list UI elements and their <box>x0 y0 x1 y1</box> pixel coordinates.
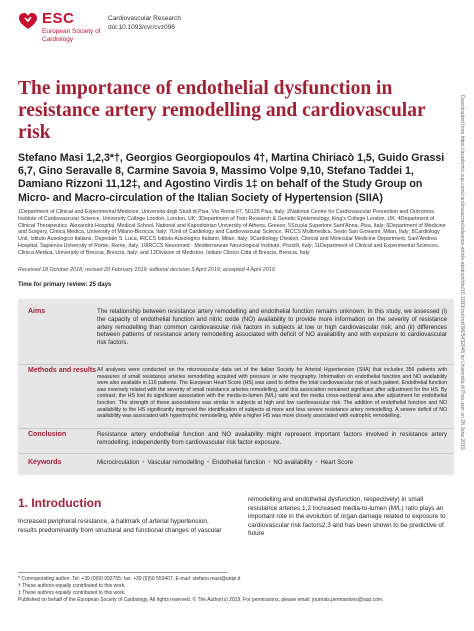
footnotes <box>18 576 454 604</box>
download-note: Downloaded from https://academic.oup.com/cardiovascres/advance-article-abstract/doi/10.1093/cvr/cvz096/5432046 by Università di Pisa user on 28 June 2019 <box>459 95 465 450</box>
abstract-methods <box>18 365 454 429</box>
author-list: Stefano Masi 1,2,3*†, Georgios Georgiopoulos 4†, Martina Chiriacò 1,5, Guido Grassi 6,7, Gino Seravalle 8, Carmine Savoia 9, Massimo Volpe 9,10, Stefano Taddei 1, Damiano Rizzoni 11,12‡, and Agostino Virdis 1‡ on behalf of the Study Group on Micro- and Macro-circulation of the Italian Society of Hypertension (SIIA) <box>18 152 445 204</box>
keyword: Heart Score <box>320 459 354 466</box>
methods-text: All analyses were conducted on the microvascular data set of the Italian Society for Arterial Hypertension (SIIA) that includes 356 patients with measures of small resistance arteries remodelling acquired with pressure or wire myography. Information on endothelial function and NO availability were also available in 116 patients. The European Heart Score (HS) was used to define the total cardiovascular risk of each patient. Endothelial function was inversely related with the severity of small resistance arteries remodelling, and this association remained significant after adjustment for the HS. By contrast, the HS lost its significant association with the media-to-lumen (M/L) ratio and the media cross-sectional area after adjustment for endothelial function. The strength of these associations was similar in subjects at high and low cardiovascular risk. The addition of endothelial function and NO availability to the HS significantly improved the identification of subjects at more and less severe resistance artery remodelling. A severe deficit of NO availability was associated with hypertrophic remodelling, while a higher HS was more closely associated with eutrophic remodelling. <box>97 367 447 420</box>
intro-right-column: remodelling and endothelial dysfunction, respectively) in small resistance arteries.1,2 Increased media-to-lumen (M/L) ratio plays an important role in the evolution of organ damage related to exposure to cardiovascular risk factors2,3 and has been shown to be predictive of future <box>248 496 446 538</box>
logo-subtitle: European Society of Cardiology <box>42 28 101 43</box>
conclusion-label: Conclusion <box>28 431 67 438</box>
corresponding-author: * Corresponding author. Tel: +39 (0)50 992755; fax: +39 (0)50 553407. E-mail: stefano.masi@unipi.it <box>18 576 241 582</box>
keyword: Microcirculation <box>97 459 140 466</box>
keyword: Vascular remodelling <box>147 459 204 466</box>
aims-label: Aims <box>28 308 46 315</box>
abstract-conclusion <box>18 429 454 454</box>
intro-left-column: Increased peripheral resistance, a hallmark of arterial hypertension, results predominantly from structural and functional changes of vascular <box>18 518 222 534</box>
keywords-label: Keywords <box>28 459 62 466</box>
doi-link[interactable]: doi:10.1093/cvr/cvz096 <box>108 24 175 31</box>
aims-text: The relationship between resistance artery remodelling and endothelial function remains unknown. In this study, we assessed (i) the capacity of endothelial function and nitric oxide (NO) availability to provide more information on the severity of resistance artery remodelling than common cardiovascular risk factors in subjects at low or high cardiovascular risk; and (ii) differences between patterns of resistance artery remodelling associated with deficit of NO availability and with exposure to cardiovascular risk factors. <box>97 308 447 347</box>
footnote-rule <box>18 572 228 573</box>
publisher-notice: Published on behalf of the European Society of Cardiology. All rights reserved. © The Author(s) 2019. For permissions, please email: journals.permissions@oup.com. <box>18 597 384 603</box>
esc-logo <box>18 8 101 56</box>
section-heading: 1. Introduction <box>18 496 102 510</box>
heart-logo-icon <box>18 12 38 32</box>
download-watermark <box>456 95 466 625</box>
methods-label: Methods and results <box>28 367 97 374</box>
keyword: Endothelial function <box>212 459 266 466</box>
abstract-keywords <box>18 454 454 474</box>
journal-name: Cardiovascular Research <box>108 15 181 22</box>
equal-contribution-1: † These authors equally contributed to this work. <box>18 583 126 589</box>
conclusion-text: Resistance artery endothelial function and NO availability might represent important factors involved in resistance artery remodelling, independently from cardiovascular risk factor exposure. <box>97 431 447 446</box>
review-time: Time for primary review: 25 days <box>18 282 112 288</box>
abstract-aims <box>18 306 454 365</box>
received-dates: Received 18 October 2018; revised 20 February 2019; editorial decision 3 April 2019; accepted 4 April 2019 <box>18 267 275 273</box>
article-title: The importance of endothelial dysfunction in resistance artery remodelling and cardiovascular risk <box>18 78 426 143</box>
affiliations: 1Department of Clinical and Experimental Medicine, Università degli Studi di Pisa, Via Roma 67, 56126 Pisa, Italy; 2National Centre for Cardiovascular Prevention and Outcomes, Institute of Cardiovascular Science, University College London, London, UK; 3Department of Twin Research & Genetic Epidemiology, King's College London, UK; 4Department of Clinical Therapeutics, Alexandra Hospital, Medical School, National and Kapodistrian University of Athens, Greece; 5Scuola Superiore Sant'Anna, Pisa, Italy; 6Department of Medicine and Surgery, Clinica Medica, University of Milano-Bicocca, Italy; 7Unit of Cardiology and Cardiovascular Science, IRCCS Multimedica, Sesto San Giovanni, Milan, Italy; 8Cardiology Unit, Istituto Auxologico Italiano, Ospedale S. Luca, IRCCS Istituto Auxologico Italiano, Milan, Italy; 9Cardiology Division, Clinical and Molecular Medicine Department, Sant'Andrea Hospital, Sapienza University of Rome, Rome, Italy; 10IRCCS Neuromed - Mediterranean Neurological Institute, Pozzilli, Italy; 11Department of Clinical and Experimental Sciences, Clinica Medica, University of Brescia, Brescia, Italy; and 12Division of Medicine, Istituto Clinico Città di Brescia, Brescia, Italy <box>18 209 446 256</box>
logo-name: ESC <box>42 10 75 27</box>
equal-contribution-2: ‡ These authors equally contributed to this work. <box>18 590 126 596</box>
keyword: NO availability <box>273 459 313 466</box>
keyword-list: Microcirculation • Vascular remodelling • Endothelial function • NO availability • Heart Score <box>97 459 354 466</box>
journal-header <box>18 8 438 58</box>
journal-info <box>108 14 181 32</box>
structured-abstract <box>18 299 454 475</box>
